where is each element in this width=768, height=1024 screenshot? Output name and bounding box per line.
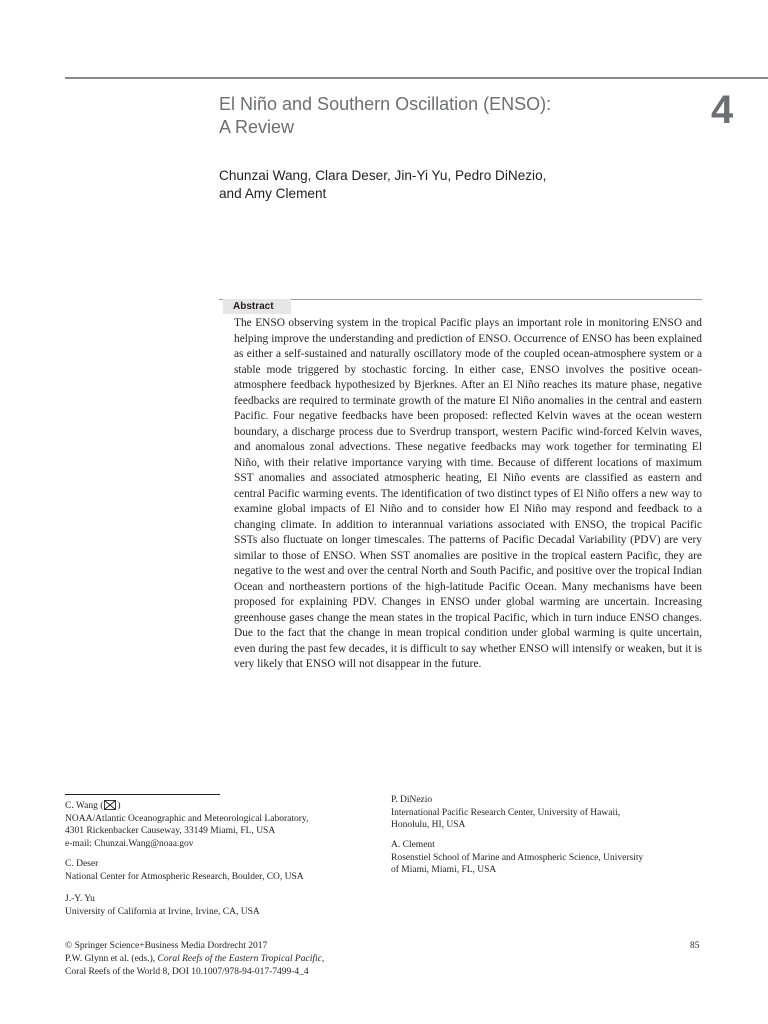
chapter-number: 4 <box>711 88 734 132</box>
affiliation-deser <box>65 858 375 883</box>
affiliation-dinezio-name: P. DiNezio <box>391 795 433 805</box>
abstract-label: Abstract <box>223 299 291 314</box>
citation-line2: Coral Reefs of the World 8, DOI 10.1007/978-94-017-7499-4_4 <box>65 967 309 977</box>
copyright-line: © Springer Science+Business Media Dordrecht 2017 <box>65 941 268 951</box>
affiliation-dinezio-line1: International Pacific Research Center, University of Hawaii, <box>391 807 621 818</box>
affiliation-wang-name <box>65 800 375 813</box>
affiliation-clement-name: A. Clement <box>391 840 435 850</box>
copyright-block <box>65 940 324 979</box>
affiliation-wang-line2: 4301 Rickenbacker Causeway, 33149 Miami, FL, USA <box>65 826 276 836</box>
footnote-rule <box>65 794 220 795</box>
envelope-icon <box>104 800 116 810</box>
affiliation-wang <box>65 800 375 850</box>
chapter-title-line2: A Review <box>219 117 295 137</box>
affiliation-wang-line1: NOAA/Atlantic Oceanographic and Meteorological Laboratory, <box>65 813 309 824</box>
affiliation-yu <box>65 893 375 918</box>
author-list <box>219 167 639 203</box>
top-rule <box>65 77 768 79</box>
affiliation-yu-name: J.-Y. Yu <box>65 894 95 904</box>
author-line1: Chunzai Wang, Clara Deser, Jin-Yi Yu, Pedro DiNezio, <box>219 168 547 183</box>
citation-prefix: P.W. Glynn et al. (eds.), <box>65 954 158 964</box>
author-line2: and Amy Clement <box>219 186 327 201</box>
affiliation-deser-line1: National Center for Atmospheric Research, Boulder, CO, USA <box>65 871 304 882</box>
affiliation-wang-name-text: C. Wang ( <box>65 801 104 811</box>
abstract-text: The ENSO observing system in the tropical Pacific plays an important role in monitoring ENSO and helping improve the understanding and prediction of ENSO. Occurrence of ENSO has been explained as either a self-sustained and naturally oscillatory mode of the coupled ocean-atmosphere system or a stable mode triggered by stochastic forcing. In either case, ENSO involves the positive ocean-atmosphere feedback hypothesized by Bjerknes. After an El Niño reaches its mature phase, negative feedbacks are required to terminate growth of the mature El Niño anomalies in the central and eastern Pacific. Four negative feedbacks have been proposed: reflected Kelvin waves at the ocean western boundary, a discharge process due to Sverdrup transport, western Pacific wind-forced Kelvin waves, and anomalous zonal advections. These negative feedbacks may work together for terminating El Niño, with their relative importance varying with time. Because of different locations of maximum SST anomalies and associated atmospheric heating, El Niño events are classified as eastern and central Pacific warming events. The identification of two distinct types of El Niño offers a new way to examine global impacts of El Niño and to consider how El Niño may respond and feedback to a changing climate. In addition to interannual variations associated with ENSO, the tropical Pacific SSTs also fluctuate on longer timescales. The patterns of Pacific Decadal Variability (PDV) are very similar to those of ENSO. When SST anomalies are positive in the tropical eastern Pacific, they are negative to the west and over the central North and South Pacific, and positive over the tropical Indian Ocean and northeastern portions of the high-latitude Pacific Ocean. Many mechanisms have been proposed for explaining PDV. Changes in ENSO under global warming are uncertain. Increasing greenhouse gases change the mean states in the tropical Pacific, which in turn induce ENSO changes. Due to the fact that the change in mean tropical condition under global warming is quite uncertain, even during the past few decades, it is difficult to say whether ENSO will intensify or weaken, but it is very likely that ENSO will not disappear in the future. <box>234 317 702 670</box>
citation-suffix: , <box>321 954 325 964</box>
page-number: 85 <box>690 941 700 951</box>
chapter-title-line1: El Niño and Southern Oscillation (ENSO): <box>219 94 552 114</box>
affiliation-clement-line1: Rosenstiel School of Marine and Atmospheric Science, University <box>391 852 644 863</box>
affiliation-wang-name-close: ) <box>117 801 121 811</box>
affiliation-clement <box>391 839 701 877</box>
citation-book-title: Coral Reefs of the Eastern Tropical Pacific <box>157 954 322 964</box>
affiliation-deser-name: C. Deser <box>65 859 99 869</box>
citation-line1 <box>65 953 324 966</box>
affiliation-clement-line2: of Miami, Miami, FL, USA <box>391 865 497 875</box>
affiliation-dinezio <box>391 794 701 832</box>
affiliation-yu-line1: University of California at Irvine, Irvine, CA, USA <box>65 906 260 917</box>
affiliation-wang-email[interactable]: e-mail: Chunzai.Wang@noaa.gov <box>65 838 194 849</box>
chapter-title <box>219 93 659 139</box>
abstract-rule <box>219 299 702 300</box>
affiliation-dinezio-line2: Honolulu, HI, USA <box>391 820 466 830</box>
